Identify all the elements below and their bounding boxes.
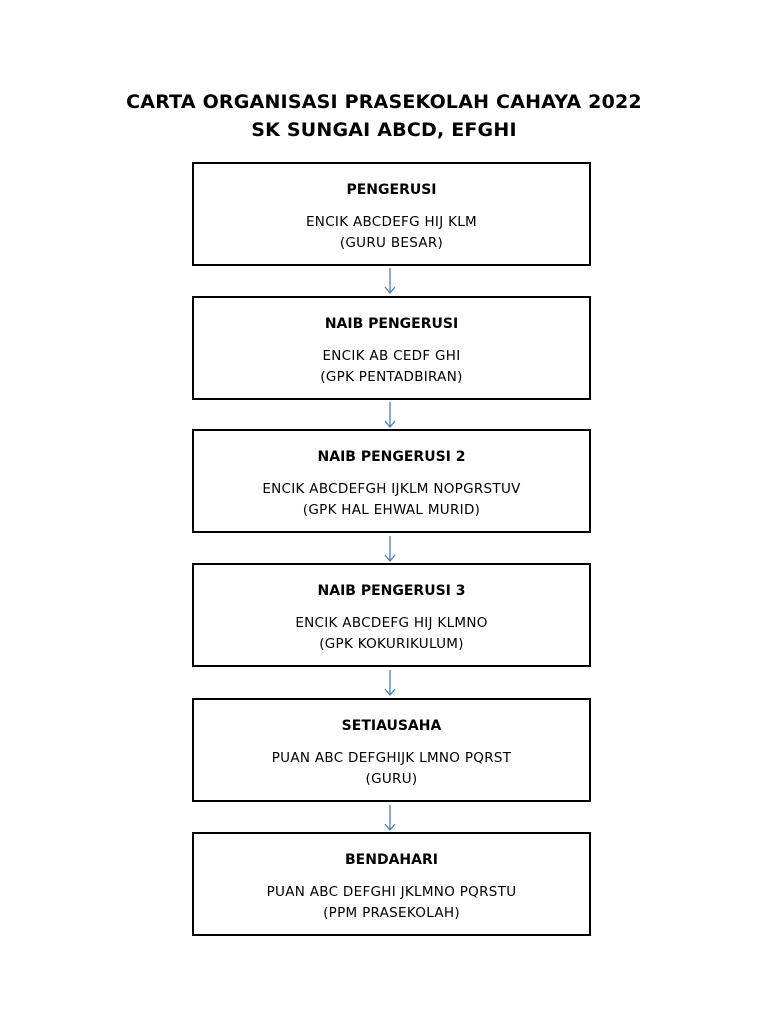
person-name: PUAN ABC DEFGHI JKLMNO PQRSTU — [266, 884, 517, 900]
person-name: PUAN ABC DEFGHIJK LMNO PQRST — [271, 750, 512, 766]
chart-subtitle: SK SUNGAI ABCD, EFGHI — [251, 119, 517, 141]
person-position: (GPK HAL EHWAL MURID) — [302, 502, 481, 518]
chart-title: CARTA ORGANISASI PRASEKOLAH CAHAYA 2022 — [126, 91, 642, 113]
role-label: NAIB PENGERUSI 2 — [317, 449, 466, 465]
person-position: (PPM PRASEKOLAH) — [323, 905, 460, 921]
person-position: (GURU BESAR) — [339, 235, 444, 251]
person-name: ENCIK ABCDEFGH IJKLM NOPGRSTUV — [262, 481, 521, 497]
person-position: (GURU) — [365, 771, 418, 787]
org-box-setiausaha — [192, 698, 591, 802]
person-name: ENCIK AB CEDF GHI — [322, 348, 461, 364]
down-arrow-icon — [380, 670, 400, 696]
org-box-pengerusi — [192, 162, 591, 266]
down-arrow-icon — [380, 402, 400, 428]
role-label: NAIB PENGERUSI 3 — [317, 583, 466, 599]
person-position: (GPK PENTADBIRAN) — [320, 369, 463, 385]
org-box-naib-pengerusi — [192, 296, 591, 400]
person-name: ENCIK ABCDEFG HIJ KLM — [305, 214, 478, 230]
role-label: SETIAUSAHA — [341, 718, 442, 734]
down-arrow-icon — [380, 268, 400, 294]
role-label: PENGERUSI — [346, 182, 437, 198]
role-label: BENDAHARI — [345, 852, 438, 868]
org-box-naib-pengerusi-2 — [192, 429, 591, 533]
org-box-bendahari — [192, 832, 591, 936]
down-arrow-icon — [380, 536, 400, 562]
person-position: (GPK KOKURIKULUM) — [319, 636, 464, 652]
person-name: ENCIK ABCDEFG HIJ KLMNO — [295, 615, 488, 631]
role-label: NAIB PENGERUSI — [324, 316, 459, 332]
down-arrow-icon — [380, 805, 400, 831]
org-box-naib-pengerusi-3 — [192, 563, 591, 667]
